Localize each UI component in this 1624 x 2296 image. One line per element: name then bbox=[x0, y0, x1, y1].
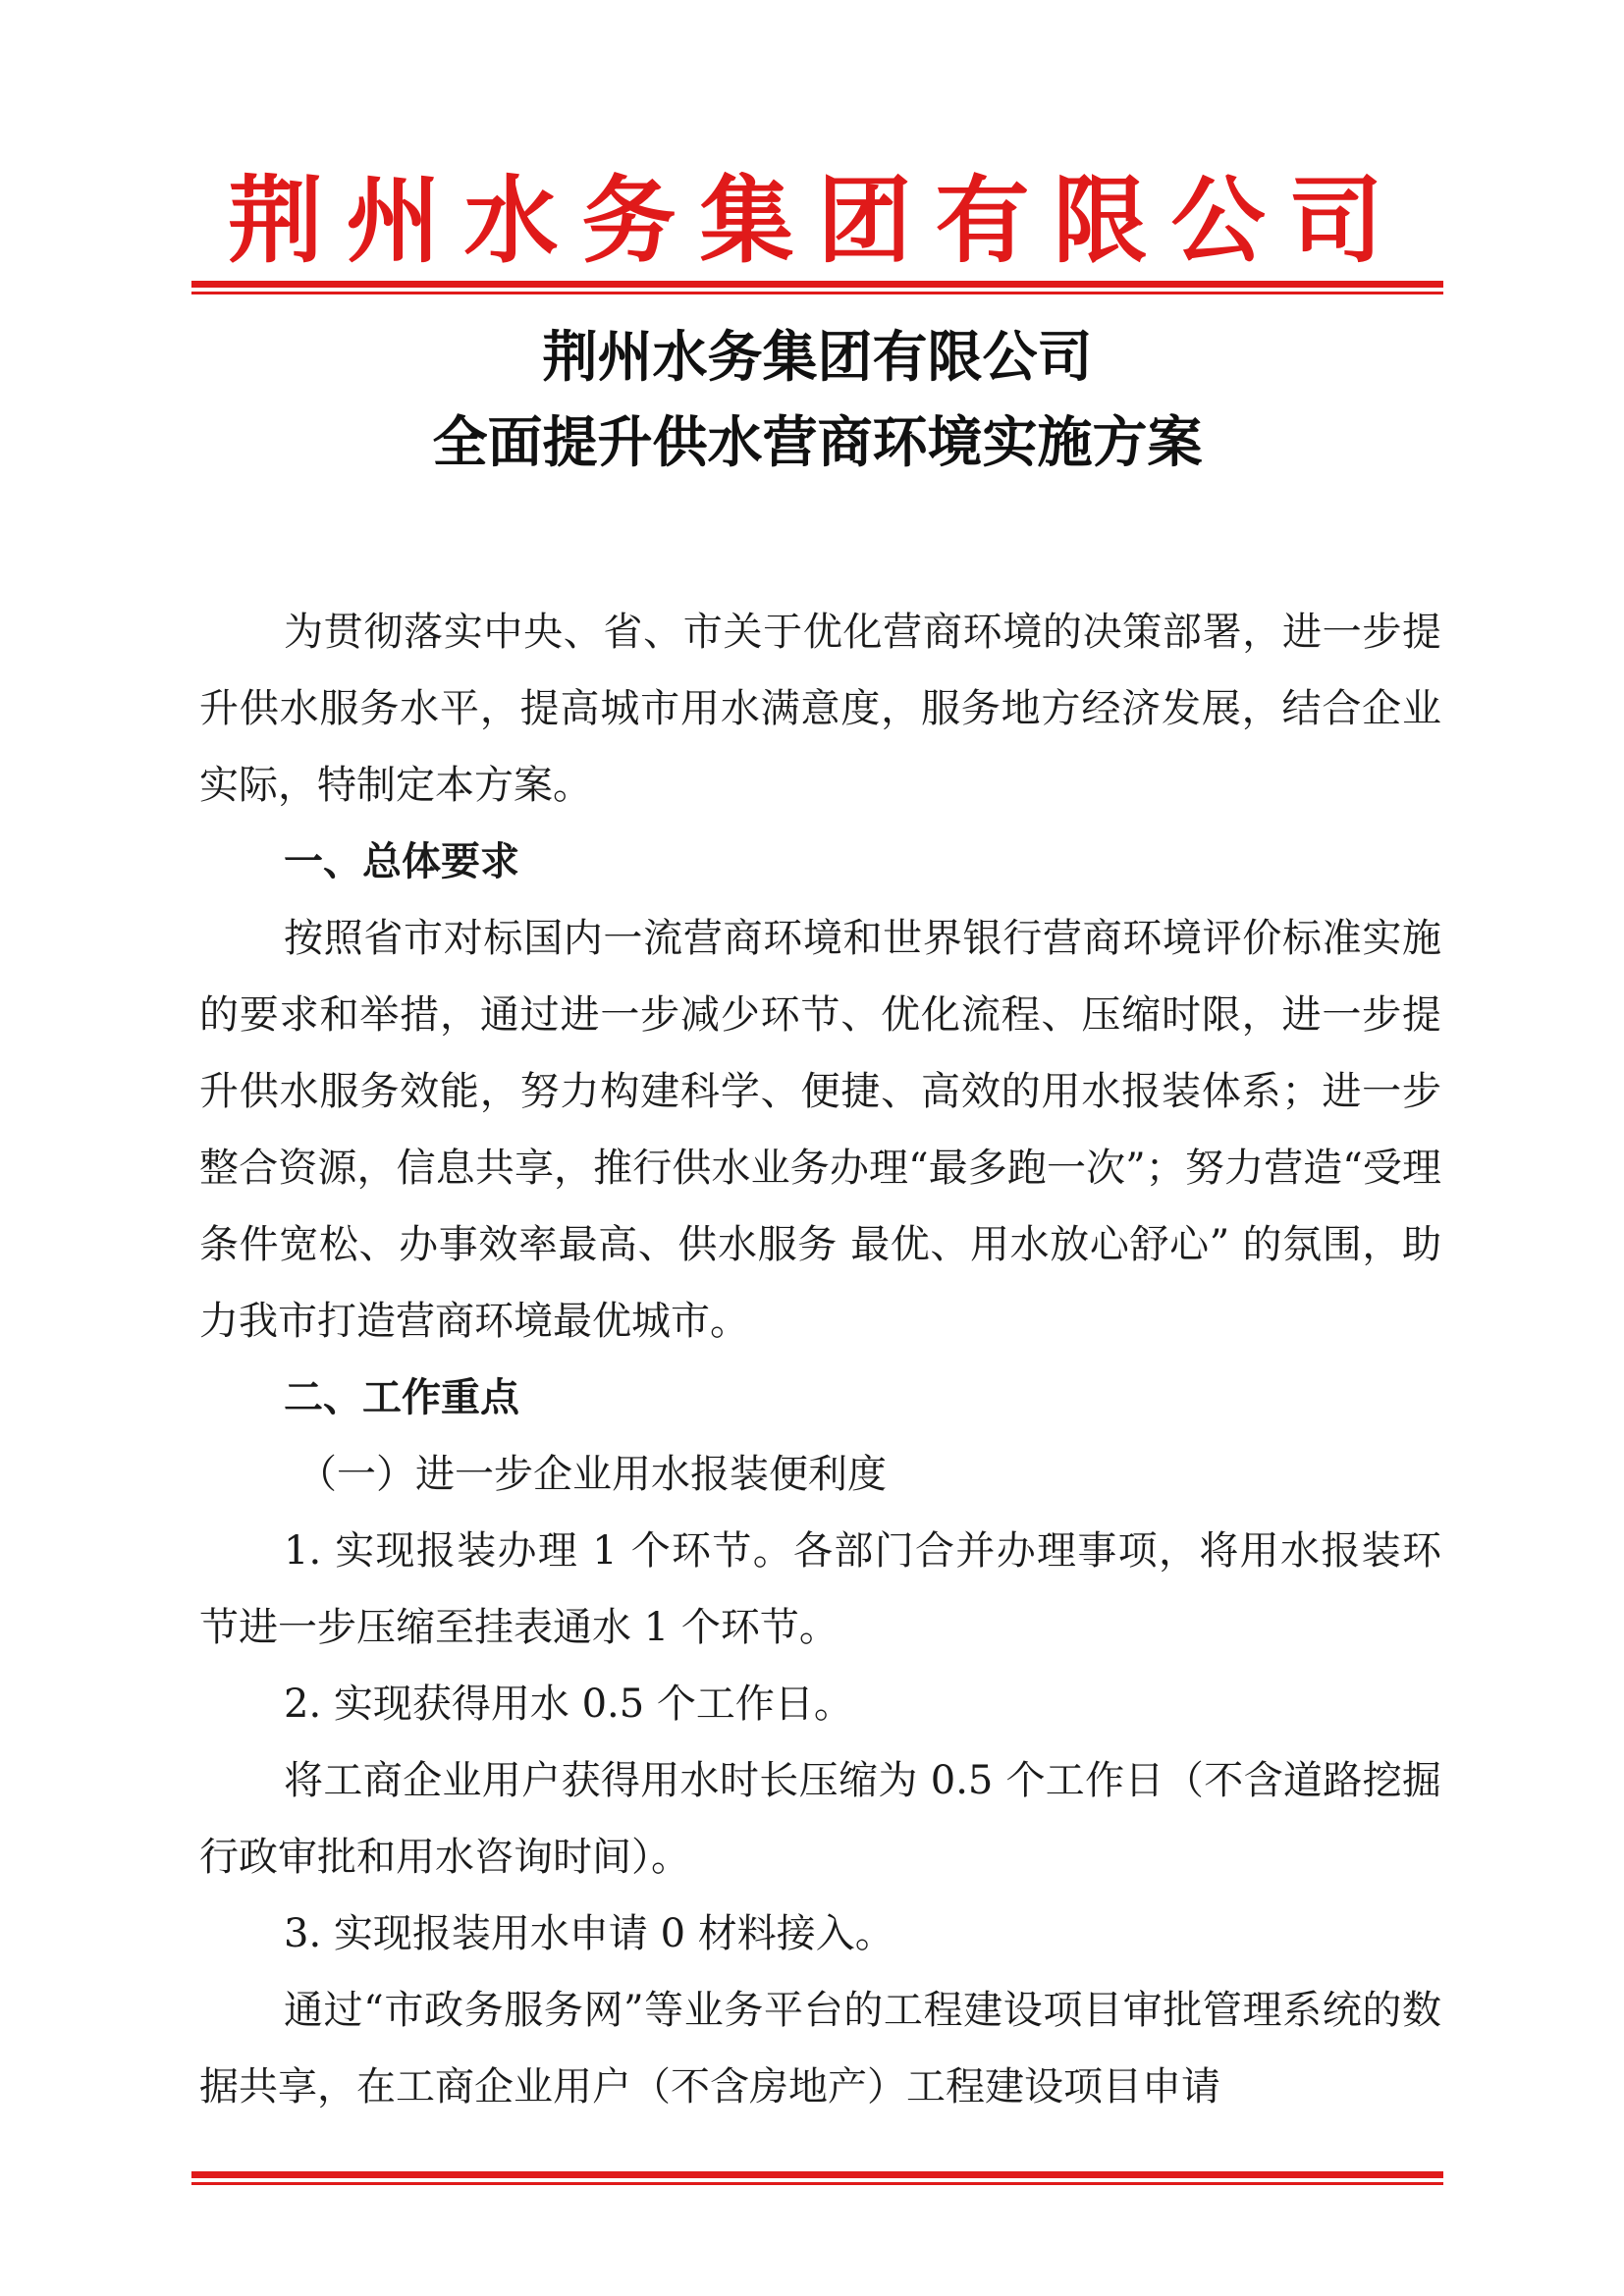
section-heading-work-priorities: 二、工作重点 bbox=[284, 1375, 519, 1420]
document-title-line2: 全面提升供水营商环境实施方案 bbox=[432, 411, 1203, 475]
footer-rule-thick bbox=[191, 2171, 1443, 2178]
item-1-paragraph: 1. 实现报装办理 1 个环节。各部门合并办理事项，将用水报装环节进一步压缩至挂表通水 1 个环节。 bbox=[199, 1528, 1441, 1650]
section-heading-general-requirements: 一、总体要求 bbox=[284, 839, 519, 884]
letterhead-rule-thin bbox=[191, 292, 1443, 294]
item-3-title: 3. 实现报装用水申请 0 材料接入。 bbox=[284, 1911, 894, 1956]
document-body bbox=[199, 594, 1441, 2125]
item-2-paragraph: 将工商企业用户获得用水时长压缩为 0.5 个工作日（不含道路挖掘行政审批和用水咨询时间）。 bbox=[199, 1758, 1441, 1880]
subsection-heading-1: （一）进一步企业用水报装便利度 bbox=[298, 1452, 887, 1497]
item-3-paragraph: 通过“市政务服务网”等业务平台的工程建设项目审批管理系统的数据共享，在工商企业用户（不含房地产）工程建设项目申请 bbox=[199, 1988, 1441, 2109]
intro-paragraph: 为贯彻落实中央、省、市关于优化营商环境的决策部署，进一步提升供水服务水平，提高城市用水满意度，服务地方经济发展，结合企业实际，特制定本方案。 bbox=[199, 610, 1441, 808]
document-title-line1: 荆州水务集团有限公司 bbox=[542, 326, 1093, 390]
general-requirements-paragraph: 按照省市对标国内一流营商环境和世界银行营商环境评价标准实施的要求和举措，通过进一步减少环节、优化流程、压缩时限，进一步提升供水服务效能，努力构建科学、便捷、高效的用水报装体系；进一步整合资源，信息共享，推行供水业务办理“最多跑一次”；努力营造“受理条件宽松、办事效率最高、供水服务 最优、用水放心舒心” 的氛围，助力我市打造营商环境最优城市。 bbox=[199, 916, 1441, 1344]
letterhead-rule-thick bbox=[191, 281, 1443, 288]
item-2-title: 2. 实现获得用水 0.5 个工作日。 bbox=[284, 1682, 853, 1727]
footer-rule-thin bbox=[191, 2182, 1443, 2185]
letterhead-org-name: 荆州水务集团有限公司 bbox=[228, 166, 1407, 276]
